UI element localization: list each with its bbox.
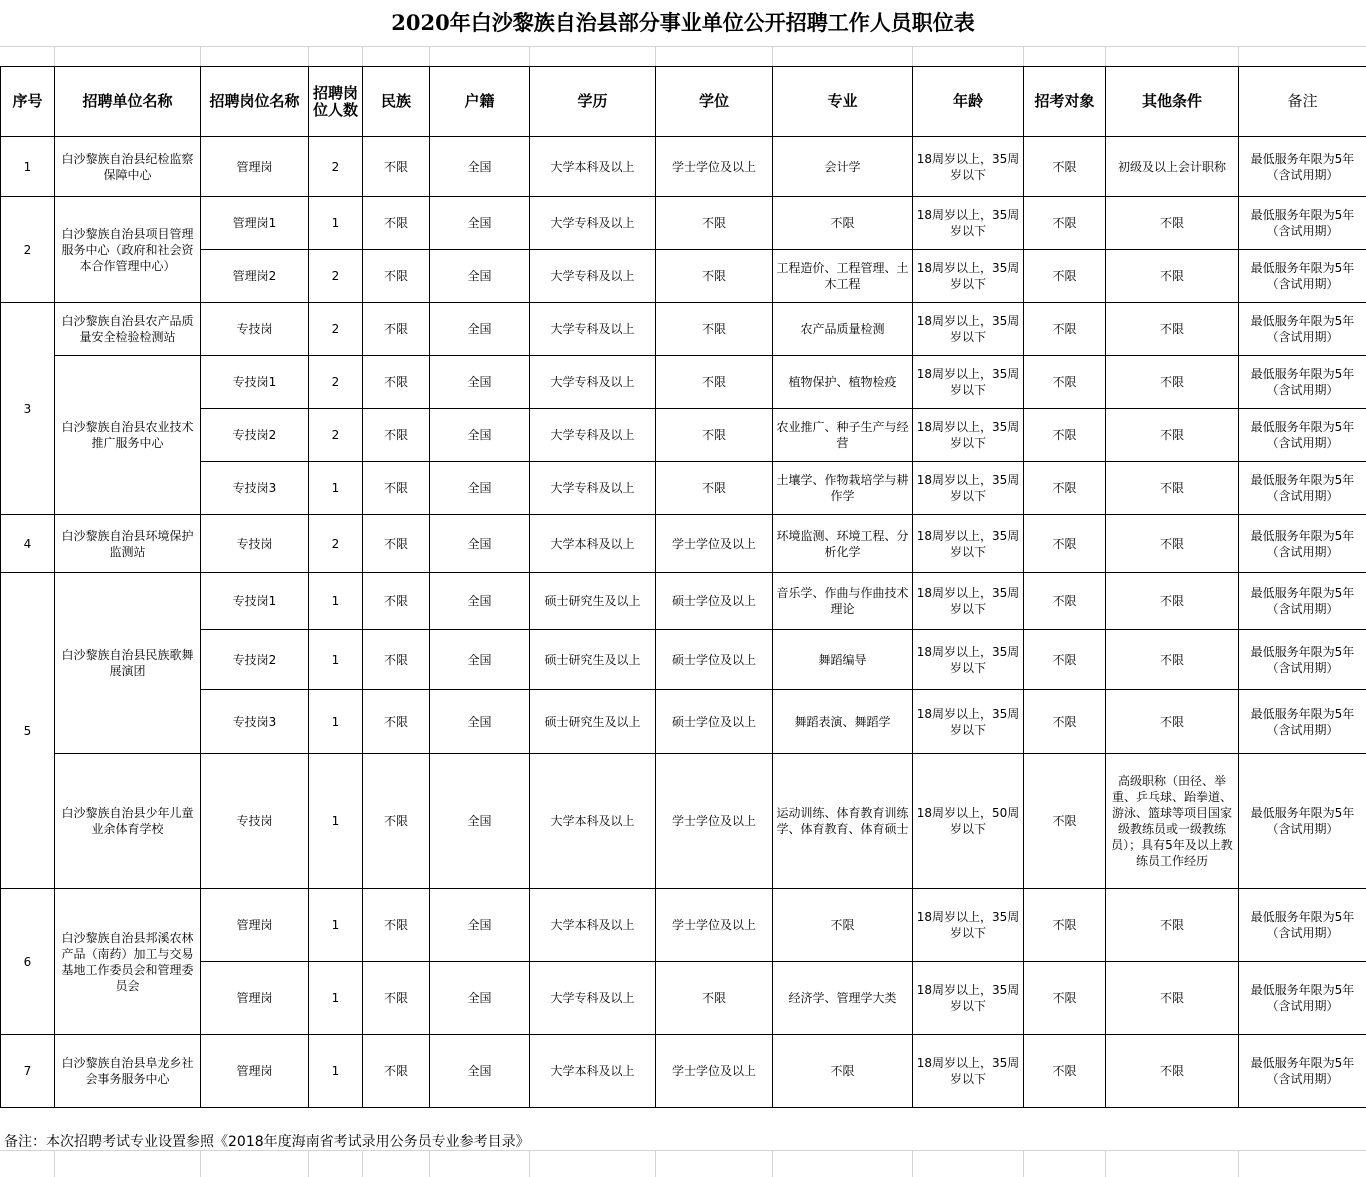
cell-age: 18周岁以上，35周岁以下	[913, 1035, 1024, 1108]
table-row	[1, 462, 1366, 515]
header-other: 其他条件	[1106, 67, 1239, 137]
cell-degree: 学士学位及以上	[656, 1035, 773, 1108]
cell-count: 1	[309, 962, 363, 1035]
header-row	[1, 67, 1366, 137]
cell-major: 不限	[773, 197, 913, 250]
cell-count: 1	[309, 630, 363, 690]
cell-ethnic: 不限	[363, 356, 430, 409]
cell-age: 18周岁以上，35周岁以下	[913, 630, 1024, 690]
cell-degree: 学士学位及以上	[656, 515, 773, 573]
cell-target: 不限	[1024, 962, 1106, 1035]
cell-ethnic: 不限	[363, 630, 430, 690]
cell-edu: 大学专科及以上	[530, 197, 656, 250]
cell-seq: 3	[1, 303, 55, 515]
cell-degree: 不限	[656, 197, 773, 250]
header-post: 招聘岗位名称	[201, 67, 309, 137]
table-row	[1, 303, 1366, 356]
cell-unit: 白沙黎族自治县阜龙乡社会事务服务中心	[55, 1035, 201, 1108]
cell-unit: 白沙黎族自治县农业技术推广服务中心	[55, 356, 201, 515]
cell-post: 管理岗	[201, 137, 309, 197]
cell-ethnic: 不限	[363, 754, 430, 889]
cell-hukou: 全国	[430, 137, 530, 197]
cell-other: 不限	[1106, 462, 1239, 515]
header-count: 招聘岗位人数	[309, 67, 363, 137]
table-row	[1, 1035, 1366, 1108]
cell-unit: 白沙黎族自治县纪检监察保障中心	[55, 137, 201, 197]
cell-ethnic: 不限	[363, 409, 430, 462]
cell-target: 不限	[1024, 1035, 1106, 1108]
cell-hukou: 全国	[430, 409, 530, 462]
cell-age: 18周岁以上，35周岁以下	[913, 889, 1024, 962]
cell-post: 专技岗	[201, 754, 309, 889]
cell-edu: 大学本科及以上	[530, 515, 656, 573]
cell-age: 18周岁以上，35周岁以下	[913, 515, 1024, 573]
table-row	[1, 409, 1366, 462]
cell-post: 专技岗	[201, 515, 309, 573]
cell-seq: 1	[1, 137, 55, 197]
cell-count: 1	[309, 754, 363, 889]
cell-degree: 学士学位及以上	[656, 889, 773, 962]
cell-age: 18周岁以上，50周岁以下	[913, 754, 1024, 889]
header-remark: 备注	[1239, 67, 1366, 137]
cell-post: 专技岗3	[201, 690, 309, 754]
cell-other: 高级职称（田径、举重、乒乓球、跆拳道、游泳、篮球等项目国家级教练员或一级教练员）；具有5年及以上教练员工作经历	[1106, 754, 1239, 889]
header-edu: 学历	[530, 67, 656, 137]
cell-target: 不限	[1024, 690, 1106, 754]
table-row	[1, 573, 1366, 630]
cell-age: 18周岁以上，35周岁以下	[913, 690, 1024, 754]
cell-remark: 最低服务年限为5年（含试用期）	[1239, 409, 1366, 462]
table-row	[1, 515, 1366, 573]
cell-ethnic: 不限	[363, 197, 430, 250]
cell-degree: 不限	[656, 409, 773, 462]
cell-ethnic: 不限	[363, 962, 430, 1035]
cell-unit: 白沙黎族自治县邦溪农林产品（南药）加工与交易基地工作委员会和管理委员会	[55, 889, 201, 1035]
cell-degree: 硕士学位及以上	[656, 690, 773, 754]
cell-post: 专技岗	[201, 303, 309, 356]
table-row	[1, 690, 1366, 754]
cell-post: 管理岗1	[201, 197, 309, 250]
cell-remark: 最低服务年限为5年（含试用期）	[1239, 250, 1366, 303]
cell-target: 不限	[1024, 250, 1106, 303]
cell-post: 管理岗	[201, 1035, 309, 1108]
header-ethnic: 民族	[363, 67, 430, 137]
cell-degree: 硕士学位及以上	[656, 630, 773, 690]
cell-remark: 最低服务年限为5年（含试用期）	[1239, 515, 1366, 573]
cell-unit: 白沙黎族自治县民族歌舞展演团	[55, 573, 201, 754]
cell-count: 1	[309, 573, 363, 630]
cell-other: 初级及以上会计职称	[1106, 137, 1239, 197]
cell-hukou: 全国	[430, 250, 530, 303]
table-row	[1, 889, 1366, 962]
cell-remark: 最低服务年限为5年（含试用期）	[1239, 690, 1366, 754]
cell-degree: 不限	[656, 250, 773, 303]
cell-edu: 大学专科及以上	[530, 462, 656, 515]
cell-remark: 最低服务年限为5年（含试用期）	[1239, 962, 1366, 1035]
cell-post: 专技岗2	[201, 409, 309, 462]
cell-major: 舞蹈表演、舞蹈学	[773, 690, 913, 754]
header-target: 招考对象	[1024, 67, 1106, 137]
cell-major: 舞蹈编导	[773, 630, 913, 690]
cell-ethnic: 不限	[363, 250, 430, 303]
cell-age: 18周岁以上，35周岁以下	[913, 962, 1024, 1035]
cell-target: 不限	[1024, 409, 1106, 462]
cell-degree: 不限	[656, 303, 773, 356]
cell-unit: 白沙黎族自治县环境保护监测站	[55, 515, 201, 573]
positions-table	[0, 66, 1366, 1108]
footnote: 备注：本次招聘考试专业设置参照《2018年度海南省考试录用公务员专业参考目录》	[4, 1131, 530, 1151]
cell-other: 不限	[1106, 356, 1239, 409]
title-row	[0, 0, 1366, 47]
cell-count: 1	[309, 690, 363, 754]
cell-other: 不限	[1106, 250, 1239, 303]
cell-other: 不限	[1106, 690, 1239, 754]
cell-major: 土壤学、作物栽培学与耕作学	[773, 462, 913, 515]
cell-count: 2	[309, 303, 363, 356]
cell-target: 不限	[1024, 137, 1106, 197]
cell-remark: 最低服务年限为5年（含试用期）	[1239, 889, 1366, 962]
cell-seq: 2	[1, 197, 55, 303]
cell-age: 18周岁以上，35周岁以下	[913, 409, 1024, 462]
cell-edu: 大学专科及以上	[530, 356, 656, 409]
cell-degree: 学士学位及以上	[656, 754, 773, 889]
cell-edu: 大学本科及以上	[530, 889, 656, 962]
cell-target: 不限	[1024, 630, 1106, 690]
cell-age: 18周岁以上，35周岁以下	[913, 137, 1024, 197]
cell-unit: 白沙黎族自治县少年儿童业余体育学校	[55, 754, 201, 889]
cell-target: 不限	[1024, 889, 1106, 962]
cell-degree: 硕士学位及以上	[656, 573, 773, 630]
header-major: 专业	[773, 67, 913, 137]
cell-count: 2	[309, 137, 363, 197]
cell-target: 不限	[1024, 515, 1106, 573]
cell-post: 管理岗	[201, 962, 309, 1035]
cell-hukou: 全国	[430, 690, 530, 754]
cell-edu: 大学专科及以上	[530, 250, 656, 303]
cell-ethnic: 不限	[363, 889, 430, 962]
cell-count: 1	[309, 462, 363, 515]
table-row	[1, 630, 1366, 690]
cell-edu: 硕士研究生及以上	[530, 573, 656, 630]
cell-remark: 最低服务年限为5年（含试用期）	[1239, 573, 1366, 630]
cell-other: 不限	[1106, 962, 1239, 1035]
cell-remark: 最低服务年限为5年（含试用期）	[1239, 303, 1366, 356]
cell-count: 1	[309, 889, 363, 962]
cell-major: 会计学	[773, 137, 913, 197]
cell-remark: 最低服务年限为5年（含试用期）	[1239, 197, 1366, 250]
cell-hukou: 全国	[430, 573, 530, 630]
cell-degree: 不限	[656, 462, 773, 515]
cell-other: 不限	[1106, 889, 1239, 962]
cell-ethnic: 不限	[363, 137, 430, 197]
header-hukou: 户籍	[430, 67, 530, 137]
cell-major: 工程造价、工程管理、土木工程	[773, 250, 913, 303]
header-age: 年龄	[913, 67, 1024, 137]
cell-age: 18周岁以上，35周岁以下	[913, 197, 1024, 250]
cell-other: 不限	[1106, 197, 1239, 250]
cell-remark: 最低服务年限为5年（含试用期）	[1239, 754, 1366, 889]
cell-age: 18周岁以上，35周岁以下	[913, 462, 1024, 515]
cell-major: 音乐学、作曲与作曲技术理论	[773, 573, 913, 630]
cell-major: 农产品质量检测	[773, 303, 913, 356]
cell-ethnic: 不限	[363, 462, 430, 515]
cell-edu: 硕士研究生及以上	[530, 630, 656, 690]
cell-edu: 大学专科及以上	[530, 409, 656, 462]
cell-major: 运动训练、体育教育训练学、体育教育、体育硕士	[773, 754, 913, 889]
cell-edu: 大学专科及以上	[530, 962, 656, 1035]
cell-count: 1	[309, 197, 363, 250]
blank-grid-row	[0, 46, 1366, 66]
cell-post: 专技岗1	[201, 356, 309, 409]
cell-other: 不限	[1106, 303, 1239, 356]
cell-edu: 大学本科及以上	[530, 1035, 656, 1108]
cell-hukou: 全国	[430, 356, 530, 409]
cell-hukou: 全国	[430, 1035, 530, 1108]
cell-unit: 白沙黎族自治县项目管理服务中心（政府和社会资本合作管理中心）	[55, 197, 201, 303]
cell-seq: 5	[1, 573, 55, 889]
cell-seq: 4	[1, 515, 55, 573]
cell-ethnic: 不限	[363, 303, 430, 356]
cell-edu: 硕士研究生及以上	[530, 690, 656, 754]
cell-other: 不限	[1106, 515, 1239, 573]
cell-major: 不限	[773, 1035, 913, 1108]
cell-hukou: 全国	[430, 630, 530, 690]
cell-remark: 最低服务年限为5年（含试用期）	[1239, 462, 1366, 515]
cell-post: 管理岗	[201, 889, 309, 962]
cell-target: 不限	[1024, 462, 1106, 515]
cell-edu: 大学专科及以上	[530, 303, 656, 356]
cell-edu: 大学本科及以上	[530, 754, 656, 889]
cell-age: 18周岁以上，35周岁以下	[913, 303, 1024, 356]
cell-post: 专技岗3	[201, 462, 309, 515]
cell-age: 18周岁以上，35周岁以下	[913, 250, 1024, 303]
cell-ethnic: 不限	[363, 515, 430, 573]
cell-hukou: 全国	[430, 754, 530, 889]
cell-age: 18周岁以上，35周岁以下	[913, 356, 1024, 409]
header-seq: 序号	[1, 67, 55, 137]
cell-remark: 最低服务年限为5年（含试用期）	[1239, 630, 1366, 690]
table-row	[1, 250, 1366, 303]
table-row	[1, 962, 1366, 1035]
cell-post: 专技岗1	[201, 573, 309, 630]
cell-remark: 最低服务年限为5年（含试用期）	[1239, 356, 1366, 409]
cell-hukou: 全国	[430, 515, 530, 573]
cell-degree: 不限	[656, 356, 773, 409]
cell-hukou: 全国	[430, 462, 530, 515]
cell-count: 1	[309, 1035, 363, 1108]
cell-other: 不限	[1106, 1035, 1239, 1108]
header-degree: 学位	[656, 67, 773, 137]
cell-degree: 不限	[656, 962, 773, 1035]
cell-target: 不限	[1024, 573, 1106, 630]
page-title: 2020年白沙黎族自治县部分事业单位公开招聘工作人员职位表	[0, 0, 1366, 46]
cell-remark: 最低服务年限为5年（含试用期）	[1239, 1035, 1366, 1108]
cell-target: 不限	[1024, 754, 1106, 889]
table-row	[1, 754, 1366, 889]
cell-count: 2	[309, 250, 363, 303]
cell-degree: 学士学位及以上	[656, 137, 773, 197]
cell-major: 经济学、管理学大类	[773, 962, 913, 1035]
cell-count: 2	[309, 409, 363, 462]
cell-major: 不限	[773, 889, 913, 962]
cell-other: 不限	[1106, 630, 1239, 690]
cell-seq: 6	[1, 889, 55, 1035]
cell-count: 2	[309, 356, 363, 409]
cell-hukou: 全国	[430, 962, 530, 1035]
cell-target: 不限	[1024, 303, 1106, 356]
cell-post: 专技岗2	[201, 630, 309, 690]
table-row	[1, 356, 1366, 409]
cell-unit: 白沙黎族自治县农产品质量安全检验检测站	[55, 303, 201, 356]
table-row	[1, 137, 1366, 197]
cell-hukou: 全国	[430, 889, 530, 962]
cell-edu: 大学本科及以上	[530, 137, 656, 197]
cell-ethnic: 不限	[363, 690, 430, 754]
table-row	[1, 197, 1366, 250]
cell-seq: 7	[1, 1035, 55, 1108]
cell-major: 农业推广、种子生产与经营	[773, 409, 913, 462]
cell-ethnic: 不限	[363, 1035, 430, 1108]
cell-age: 18周岁以上，35周岁以下	[913, 573, 1024, 630]
cell-post: 管理岗2	[201, 250, 309, 303]
cell-target: 不限	[1024, 197, 1106, 250]
cell-remark: 最低服务年限为5年（含试用期）	[1239, 137, 1366, 197]
cell-hukou: 全国	[430, 197, 530, 250]
cell-major: 植物保护、植物检疫	[773, 356, 913, 409]
cell-other: 不限	[1106, 409, 1239, 462]
cell-other: 不限	[1106, 573, 1239, 630]
header-unit: 招聘单位名称	[55, 67, 201, 137]
blank-grid-row-bottom	[0, 1150, 1366, 1177]
cell-hukou: 全国	[430, 303, 530, 356]
cell-ethnic: 不限	[363, 573, 430, 630]
cell-count: 2	[309, 515, 363, 573]
cell-target: 不限	[1024, 356, 1106, 409]
cell-major: 环境监测、环境工程、分析化学	[773, 515, 913, 573]
